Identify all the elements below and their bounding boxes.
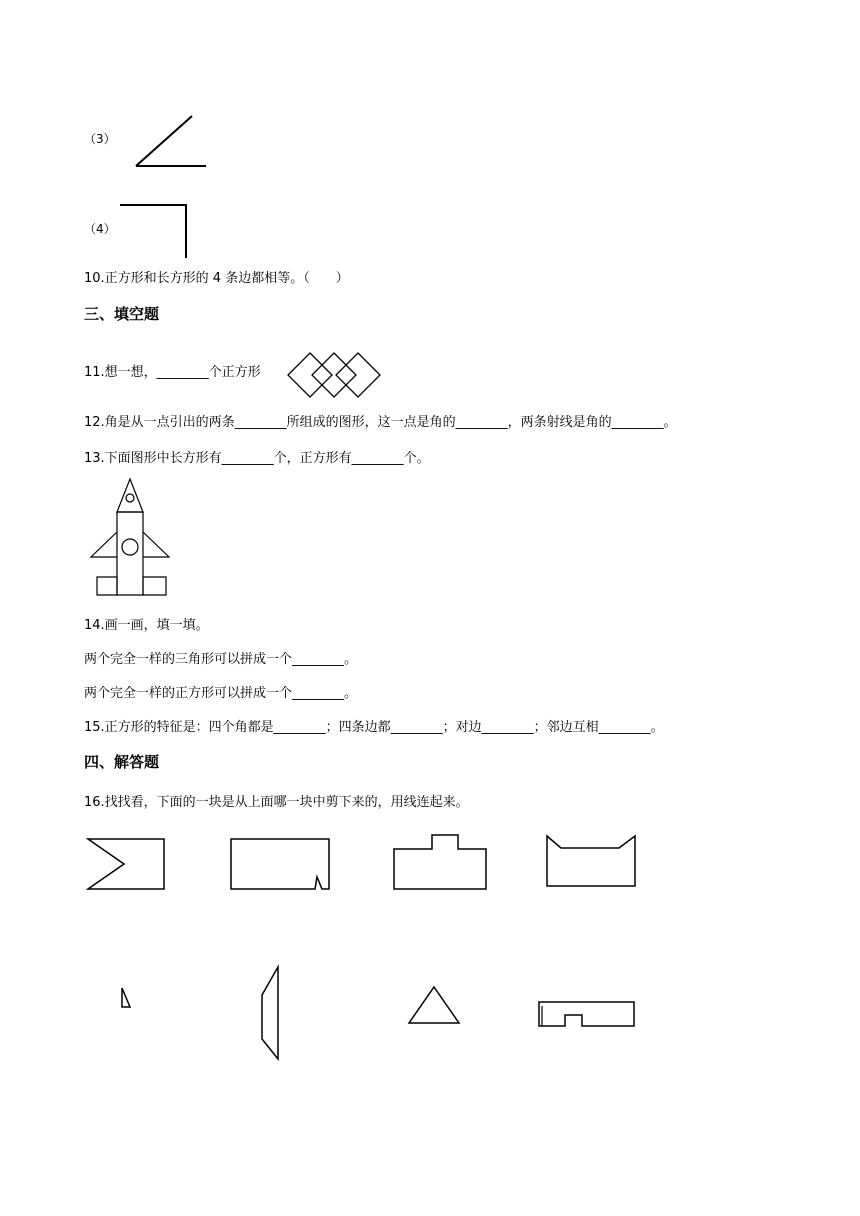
section-4-title: 四、解答题 <box>84 753 160 771</box>
top-shape-cut-corners <box>545 834 639 890</box>
top-shape-rectangle-tab <box>392 833 488 893</box>
question-14-line-1: 两个完全一样的三角形可以拼成一个________。 <box>84 652 358 667</box>
q9-label-3: （3） <box>84 132 116 146</box>
question-16: 16.找找看，下面的一块是从上面哪一块中剪下来的，用线连起来。 <box>84 795 469 810</box>
bottom-piece-small-triangle <box>117 986 133 1010</box>
rocket-figure <box>90 477 174 597</box>
angle-figure-3 <box>130 112 210 172</box>
bottom-piece-long-strip <box>537 1000 637 1030</box>
question-12: 12.角是从一点引出的两条________所组成的图形，这一点是角的________，两条射线是角的________。 <box>84 415 677 430</box>
top-shape-rectangle-notch <box>229 837 333 893</box>
top-shape-notched-arrow <box>86 837 168 893</box>
question-10: 10.正方形和长方形的 4 条边都相等。（ ） <box>84 271 349 286</box>
question-14-title: 14.画一画，填一填。 <box>84 618 209 633</box>
question-13: 13.下面图形中长方形有________个，正方形有________个。 <box>84 451 430 466</box>
bottom-piece-triangle <box>407 985 463 1027</box>
question-11: 11.想一想，________个正方形 <box>84 365 261 380</box>
question-14-line-2: 两个完全一样的正方形可以拼成一个________。 <box>84 686 358 701</box>
q9-label-4: （4） <box>84 222 116 236</box>
overlapping-squares-figure <box>286 351 382 401</box>
section-3-title: 三、填空题 <box>84 305 160 323</box>
question-15: 15.正方形的特征是：四个角都是________；四条边都________；对边________；邻边互相________。 <box>84 720 664 735</box>
bottom-piece-thin-sliver <box>258 965 282 1061</box>
angle-figure-4 <box>118 200 188 260</box>
